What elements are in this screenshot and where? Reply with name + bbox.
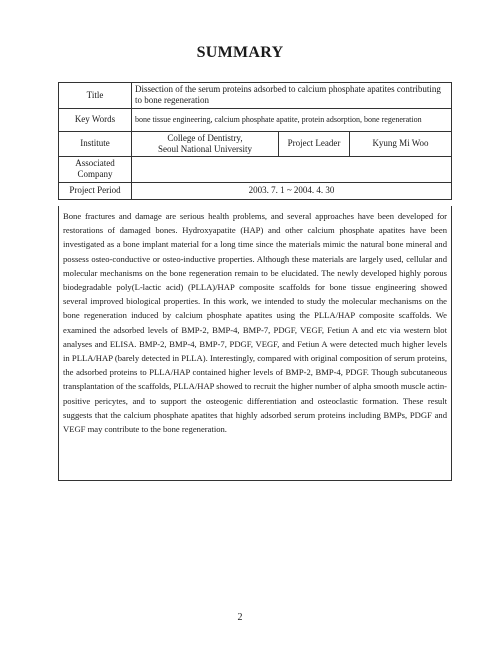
associated-label-line-2: Company <box>77 169 113 180</box>
title-value: Dissection of the serum proteins adsorbed to calcium phosphate apatites contributing to bone regeneration <box>132 83 452 109</box>
keywords-value: bone tissue engineering, calcium phosphate apatite, protein adsorption, bone regeneration <box>132 108 452 131</box>
institute-row <box>59 131 452 157</box>
institute-value <box>132 131 279 157</box>
page-title: SUMMARY <box>196 44 284 61</box>
associated-company-value <box>132 157 452 183</box>
title-label: Title <box>59 83 132 109</box>
associated-company-row <box>59 157 452 183</box>
keywords-row <box>59 108 452 131</box>
keywords-label: Key Words <box>59 108 132 131</box>
institute-line-1: College of Dentistry, <box>167 132 243 143</box>
associated-label-line-1: Associated <box>75 158 115 168</box>
summary-info-table <box>58 82 452 200</box>
institute-label: Institute <box>59 131 132 157</box>
project-leader-label: Project Leader <box>279 131 350 157</box>
associated-company-label <box>59 157 132 183</box>
project-period-row <box>59 182 452 199</box>
abstract-text: Bone fractures and damage are serious health problems, and several approaches have been developed for restorations of damaged bones. Hydroxyapatite (HAP) and other calcium phosphate apatites have been investigated as a bone implant material for a long time since the materials mimic the natural bone mineral and possess osteo-conductive or osteo-inductive properties. Although these materials are largely used, cellular and molecular mechanisms on the bone regeneration remain to be elucidated. The newly developed highly porous biodegradable poly(L-lactic acid) (PLLA)/HAP composite scaffolds for bone tissue engineering showed several improved biological properties. In this work, we intended to study the molecular mechanisms on the bone regeneration induced by calcium phosphate apatites using the PLLA/HAP composite scaffolds. We examined the adsorbed levels of BMP-2, BMP-4, BMP-7, PDGF, VEGF, Fetiun A and etc via western blot analyses and ELISA. BMP-2, BMP-4, BMP-7, PDGF, VEGF, and Fetiun A were detected much higher levels in PLLA/HAP (barely detected in PLLA). Interestingly, compared with original composition of serum proteins, the adsorbed proteins to PLLA/HAP contained higher levels of BMP-2, BMP-4, PDGF. Though subcutaneous transplantation of the scaffolds, PLLA/HAP showed to recruit the higher number of alpha smooth muscle actin-positive pericytes, and to support the osteogenic differentiation and osteoclastic formation. These result suggests that the calcium phosphate apatites that highly adsorbed serum proteins including BMPs, PDGF and VEGF may contribute to the bone regeneration. <box>58 206 452 481</box>
project-period-label: Project Period <box>59 182 132 199</box>
title-row <box>59 83 452 109</box>
institute-line-2: Seoul National University <box>158 143 252 154</box>
project-period-value: 2003. 7. 1 ~ 2004. 4. 30 <box>132 182 452 199</box>
page-number: 2 <box>237 612 243 623</box>
project-leader-value: Kyung Mi Woo <box>350 131 452 157</box>
